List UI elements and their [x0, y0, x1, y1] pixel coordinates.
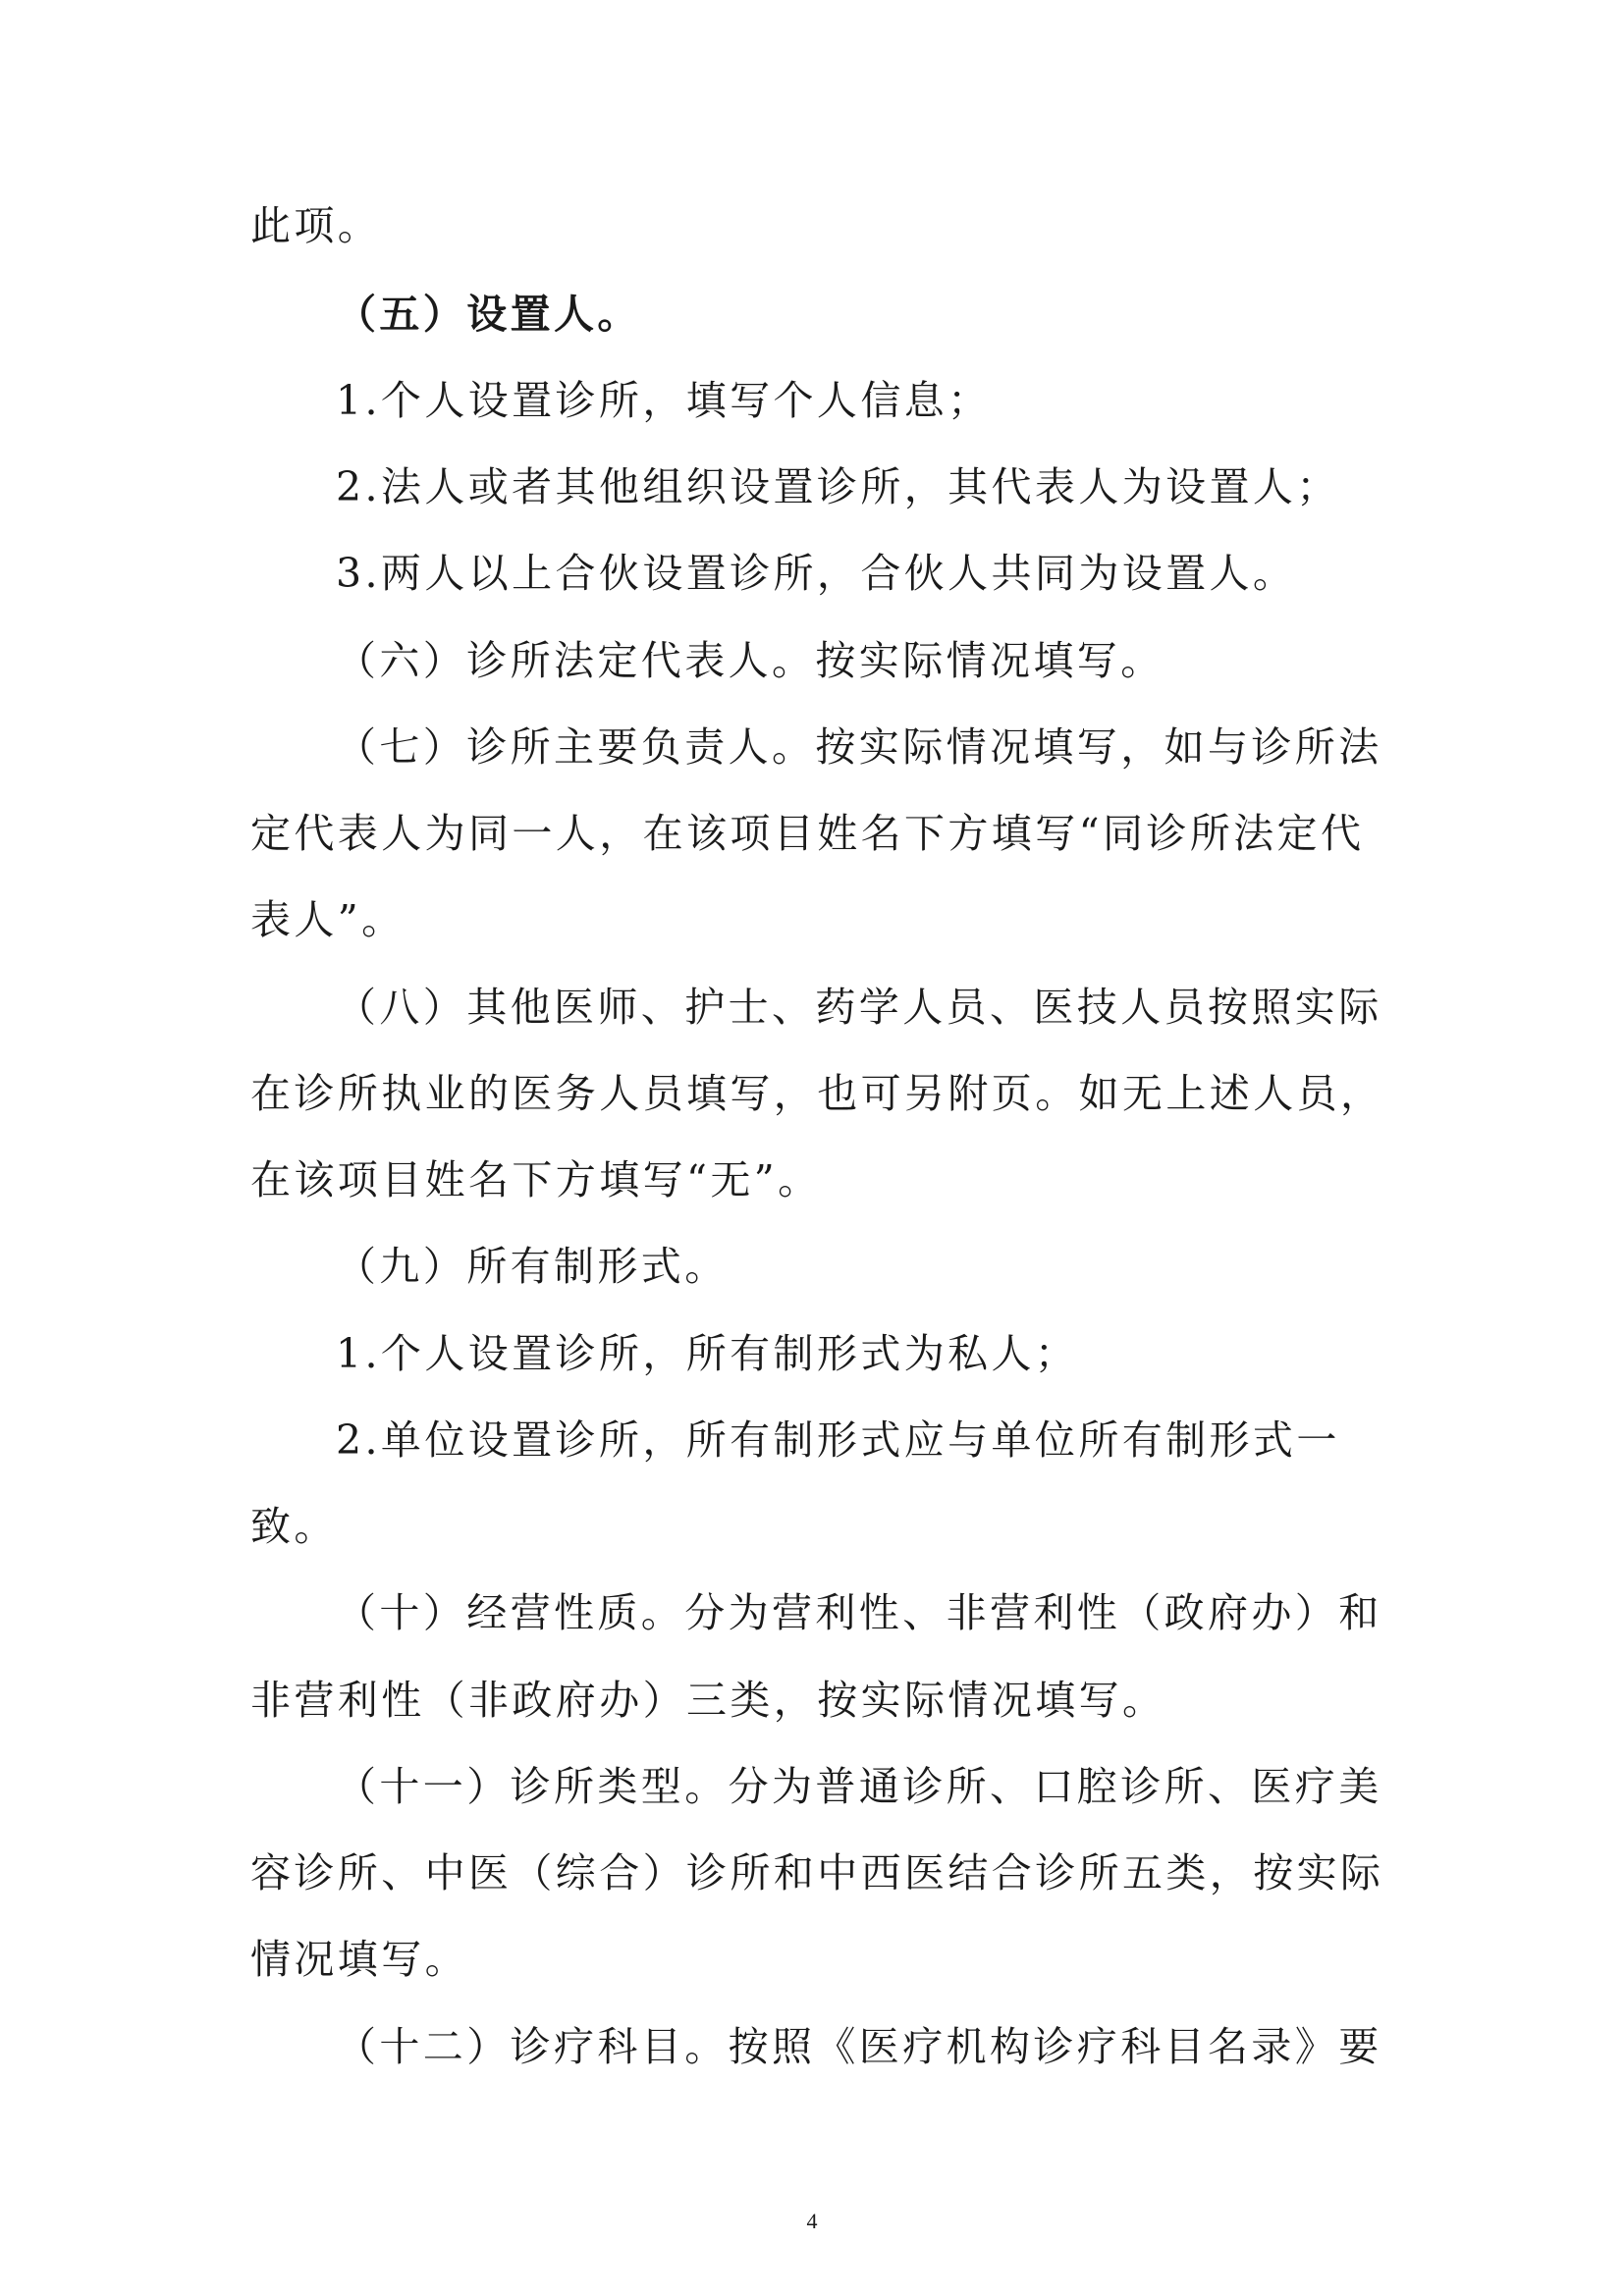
list-item: 3.两人以上合伙设置诊所，合伙人共同为设置人。: [336, 550, 1297, 597]
list-item: 1.个人设置诊所，所有制形式为私人；: [336, 1330, 1079, 1377]
list-item: 2.单位设置诊所，所有制形式应与单位所有制形式一: [336, 1416, 1340, 1464]
section-heading: （五）设置人。: [336, 291, 641, 338]
section-heading: （十一）诊所类型。分为普通诊所、口腔诊所、医疗美: [336, 1763, 1382, 1810]
text-line: 表人”。: [250, 896, 406, 943]
section-heading: （六）诊所法定代表人。按实际情况填写。: [336, 637, 1164, 684]
text-line: 情况填写。: [250, 1936, 468, 1983]
section-heading: （十）经营性质。分为营利性、非营利性（政府办）和: [336, 1589, 1382, 1636]
section-heading: （七）诊所主要负责人。按实际情况填写，如与诊所法: [336, 723, 1382, 771]
text-line: 此项。: [250, 202, 382, 249]
text-line: 在该项目姓名下方填写“无”。: [250, 1156, 822, 1203]
section-heading: （九）所有制形式。: [336, 1243, 729, 1290]
section-heading: （十二）诊疗科目。按照《医疗机构诊疗科目名录》要: [336, 2023, 1382, 2070]
text-line: 定代表人为同一人，在该项目姓名下方填写“同诊所法定代: [250, 810, 1365, 857]
text-line: 容诊所、中医（综合）诊所和中西医结合诊所五类，按实际: [250, 1849, 1384, 1896]
text-line: 致。: [250, 1503, 338, 1550]
list-item: 1.个人设置诊所，填写个人信息；: [336, 377, 992, 424]
section-heading: （八）其他医师、护士、药学人员、医技人员按照实际: [336, 984, 1382, 1031]
text-line: 非营利性（非政府办）三类，按实际情况填写。: [250, 1677, 1166, 1724]
text-line: 在诊所执业的医务人员填写，也可另附页。如无上述人员，: [250, 1070, 1384, 1117]
page-number: 4: [806, 2209, 818, 2233]
list-item: 2.法人或者其他组织设置诊所，其代表人为设置人；: [336, 463, 1340, 510]
